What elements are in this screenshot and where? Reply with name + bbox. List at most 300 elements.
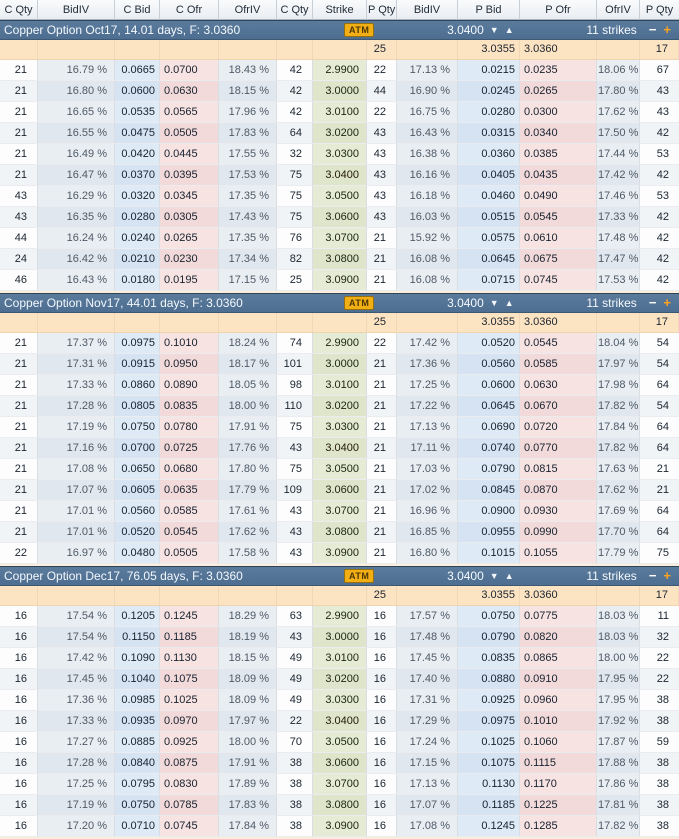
cell-p-ofriv: 17.53 % [597, 270, 640, 291]
cell-p-qty: 43 [367, 207, 397, 228]
cell-strike: 3.0000 [313, 354, 367, 375]
cell-c-ofr[interactable]: 0.0230 [160, 249, 219, 270]
cell-c-bid[interactable]: 0.1205 [115, 606, 160, 627]
cell-p-ofriv: 18.00 % [597, 648, 640, 669]
cell-p-ofr[interactable]: 0.0670 [520, 396, 597, 417]
cell-c-bidiv: 16.97 % [38, 543, 115, 564]
future-empty-cell [277, 586, 313, 606]
cell-p-ofr[interactable]: 0.0585 [520, 354, 597, 375]
table-row [0, 375, 679, 396]
cell-p-bidiv: 16.38 % [397, 144, 458, 165]
cell-c-qty: 70 [277, 732, 313, 753]
cell-c-bid[interactable]: 0.0885 [115, 732, 160, 753]
cell-p-ofr[interactable]: 0.0300 [520, 102, 597, 123]
cell-c-qty: 43 [277, 543, 313, 564]
cell-c-qty-far: 21 [0, 60, 38, 81]
cell-c-qty-far: 21 [0, 501, 38, 522]
cell-p-bid[interactable]: 0.0835 [458, 648, 520, 669]
cell-strike: 3.0100 [313, 375, 367, 396]
cell-c-bid[interactable]: 0.0280 [115, 207, 160, 228]
future-empty-cell [397, 313, 458, 333]
future-ofr[interactable]: 3.0360 [520, 40, 597, 60]
cell-strike: 3.0200 [313, 396, 367, 417]
cell-c-bid[interactable]: 0.0535 [115, 102, 160, 123]
cell-c-bid[interactable]: 0.0935 [115, 711, 160, 732]
atm-button[interactable]: ATM [344, 296, 374, 310]
cell-p-bidiv: 17.03 % [397, 459, 458, 480]
cell-p-ofr[interactable]: 0.1115 [520, 753, 597, 774]
cell-p-bidiv: 16.96 % [397, 501, 458, 522]
cell-strike: 3.0100 [313, 648, 367, 669]
cell-p-bid[interactable]: 0.0515 [458, 207, 520, 228]
cell-p-qty: 21 [367, 375, 397, 396]
cell-p-qty: 22 [367, 333, 397, 354]
cell-p-bid[interactable]: 0.0280 [458, 102, 520, 123]
cell-c-bid[interactable]: 0.0605 [115, 480, 160, 501]
cell-p-bid[interactable]: 0.0560 [458, 354, 520, 375]
cell-c-ofr[interactable]: 0.0265 [160, 228, 219, 249]
cell-c-bid[interactable]: 0.0750 [115, 795, 160, 816]
cell-p-ofriv: 18.03 % [597, 627, 640, 648]
cell-p-bid[interactable]: 0.0600 [458, 375, 520, 396]
remove-strike-button[interactable]: − [648, 22, 657, 37]
cell-c-ofr[interactable]: 0.0835 [160, 396, 219, 417]
cell-c-bid[interactable]: 0.0475 [115, 123, 160, 144]
cell-strike: 3.0000 [313, 81, 367, 102]
cell-c-ofriv: 18.05 % [219, 375, 277, 396]
cell-c-bidiv: 17.28 % [38, 753, 115, 774]
cell-c-ofriv: 18.17 % [219, 354, 277, 375]
cell-p-ofriv: 17.82 % [597, 438, 640, 459]
cell-p-ofr[interactable]: 0.0675 [520, 249, 597, 270]
cell-p-bid[interactable]: 0.0900 [458, 501, 520, 522]
cell-strike: 3.0400 [313, 165, 367, 186]
cell-p-bid[interactable]: 0.1075 [458, 753, 520, 774]
cell-c-qty-far: 16 [0, 816, 38, 837]
cell-p-ofr[interactable]: 0.0745 [520, 270, 597, 291]
cell-p-bidiv: 16.16 % [397, 165, 458, 186]
table-row [0, 249, 679, 270]
cell-p-ofriv: 18.06 % [597, 60, 640, 81]
cell-c-ofriv: 17.35 % [219, 228, 277, 249]
cell-p-ofriv: 17.79 % [597, 543, 640, 564]
cell-p-ofr[interactable]: 0.1010 [520, 711, 597, 732]
cell-strike: 3.0100 [313, 102, 367, 123]
cell-p-bid[interactable]: 0.0955 [458, 522, 520, 543]
cell-p-bidiv: 17.11 % [397, 438, 458, 459]
cell-c-bid[interactable]: 0.0975 [115, 333, 160, 354]
future-quote-row [0, 40, 679, 60]
cell-p-bid[interactable]: 0.1245 [458, 816, 520, 837]
table-row [0, 207, 679, 228]
cell-p-bid[interactable]: 0.1130 [458, 774, 520, 795]
cell-c-ofr[interactable]: 0.0700 [160, 60, 219, 81]
cell-c-ofr[interactable]: 0.0505 [160, 123, 219, 144]
cell-p-ofr[interactable]: 0.0435 [520, 165, 597, 186]
cell-c-bid[interactable]: 0.0805 [115, 396, 160, 417]
cell-c-ofriv: 18.24 % [219, 333, 277, 354]
cell-c-qty-far: 24 [0, 249, 38, 270]
cell-c-ofriv: 18.09 % [219, 669, 277, 690]
cell-c-bidiv: 17.33 % [38, 711, 115, 732]
cell-c-ofr[interactable]: 0.1025 [160, 690, 219, 711]
cell-c-ofr[interactable]: 0.0445 [160, 144, 219, 165]
cell-c-qty-far: 21 [0, 354, 38, 375]
cell-p-ofriv: 17.46 % [597, 186, 640, 207]
cell-p-bid[interactable]: 0.0315 [458, 123, 520, 144]
cell-p-bid[interactable]: 0.0790 [458, 627, 520, 648]
cell-p-ofr[interactable]: 0.0610 [520, 228, 597, 249]
table-row [0, 102, 679, 123]
column-header-c-ofriv: OfrIV [219, 0, 277, 20]
remove-strike-button[interactable]: − [648, 568, 657, 583]
cell-strike: 3.0300 [313, 417, 367, 438]
strike-down-icon[interactable]: ▼ [489, 25, 499, 35]
cell-p-bid[interactable]: 0.0750 [458, 606, 520, 627]
cell-c-bid[interactable]: 0.0240 [115, 228, 160, 249]
cell-c-bid[interactable]: 0.0210 [115, 249, 160, 270]
cell-c-ofriv: 17.91 % [219, 417, 277, 438]
cell-p-qty: 21 [367, 543, 397, 564]
cell-c-bid[interactable]: 0.0750 [115, 417, 160, 438]
cell-c-bid[interactable]: 0.0560 [115, 501, 160, 522]
cell-p-ofr[interactable]: 0.0815 [520, 459, 597, 480]
cell-p-ofriv: 18.03 % [597, 606, 640, 627]
cell-c-bidiv: 16.24 % [38, 228, 115, 249]
cell-c-ofr[interactable]: 0.0630 [160, 81, 219, 102]
cell-c-bidiv: 16.47 % [38, 165, 115, 186]
column-header-row [0, 0, 679, 20]
future-empty-cell [397, 40, 458, 60]
cell-p-ofr[interactable]: 0.0545 [520, 207, 597, 228]
cell-p-qty-far: 54 [640, 354, 679, 375]
cell-c-qty: 110 [277, 396, 313, 417]
future-empty-cell [0, 586, 38, 606]
cell-p-bid[interactable]: 0.0790 [458, 459, 520, 480]
cell-c-bid[interactable]: 0.0600 [115, 81, 160, 102]
cell-p-qty: 43 [367, 144, 397, 165]
cell-c-qty: 64 [277, 123, 313, 144]
cell-p-qty: 43 [367, 165, 397, 186]
cell-p-bid[interactable]: 0.0845 [458, 480, 520, 501]
section-header-row [0, 566, 679, 586]
table-row [0, 732, 679, 753]
cell-c-bidiv: 17.19 % [38, 795, 115, 816]
cell-c-qty: 22 [277, 711, 313, 732]
cell-c-bidiv: 17.25 % [38, 774, 115, 795]
future-empty-cell [38, 586, 115, 606]
cell-p-ofr[interactable]: 0.0545 [520, 333, 597, 354]
future-p-qty-far: 17 [640, 586, 679, 606]
cell-p-ofr[interactable]: 0.1285 [520, 816, 597, 837]
cell-p-bidiv: 16.90 % [397, 81, 458, 102]
future-ofr[interactable]: 3.0360 [520, 586, 597, 606]
cell-p-qty-far: 53 [640, 186, 679, 207]
cell-p-qty: 21 [367, 480, 397, 501]
cell-c-ofr[interactable]: 0.0875 [160, 753, 219, 774]
cell-p-ofr[interactable]: 0.0235 [520, 60, 597, 81]
cell-c-ofr[interactable]: 0.0725 [160, 438, 219, 459]
cell-c-bid[interactable]: 0.0320 [115, 186, 160, 207]
cell-p-qty-far: 64 [640, 375, 679, 396]
cell-c-qty: 49 [277, 648, 313, 669]
cell-c-bid[interactable]: 0.0520 [115, 522, 160, 543]
cell-c-ofriv: 18.00 % [219, 396, 277, 417]
cell-p-qty: 21 [367, 501, 397, 522]
cell-p-ofr[interactable]: 0.0865 [520, 648, 597, 669]
cell-c-ofr[interactable]: 0.1010 [160, 333, 219, 354]
cell-p-ofr[interactable]: 0.1055 [520, 543, 597, 564]
cell-p-ofr[interactable]: 0.0265 [520, 81, 597, 102]
cell-p-bid[interactable]: 0.1015 [458, 543, 520, 564]
strikes-count-label: 11 strikes [586, 296, 637, 310]
cell-c-ofr[interactable]: 0.0925 [160, 732, 219, 753]
cell-c-bid[interactable]: 0.1150 [115, 627, 160, 648]
future-bid[interactable]: 3.0355 [458, 313, 520, 333]
cell-c-bidiv: 16.29 % [38, 186, 115, 207]
cell-p-bid[interactable]: 0.0690 [458, 417, 520, 438]
cell-c-bid[interactable]: 0.0700 [115, 438, 160, 459]
cell-p-ofr[interactable]: 0.0490 [520, 186, 597, 207]
cell-c-bid[interactable]: 0.0370 [115, 165, 160, 186]
cell-c-ofr[interactable]: 0.1245 [160, 606, 219, 627]
future-empty-cell [38, 40, 115, 60]
cell-c-qty: 75 [277, 417, 313, 438]
cell-p-ofr[interactable]: 0.1170 [520, 774, 597, 795]
cell-p-ofriv: 17.82 % [597, 816, 640, 837]
cell-p-bidiv: 16.43 % [397, 123, 458, 144]
cell-p-bid[interactable]: 0.0215 [458, 60, 520, 81]
cell-c-ofriv: 18.15 % [219, 81, 277, 102]
future-empty-cell [0, 313, 38, 333]
cell-p-qty: 16 [367, 711, 397, 732]
cell-strike: 2.9900 [313, 333, 367, 354]
cell-p-bid[interactable]: 0.0880 [458, 669, 520, 690]
future-ofr[interactable]: 3.0360 [520, 313, 597, 333]
cell-c-ofr[interactable]: 0.1130 [160, 648, 219, 669]
future-empty-cell [277, 40, 313, 60]
cell-p-bidiv: 17.29 % [397, 711, 458, 732]
cell-p-ofr[interactable]: 0.0775 [520, 606, 597, 627]
cell-p-bidiv: 16.85 % [397, 522, 458, 543]
cell-c-ofr[interactable]: 0.0395 [160, 165, 219, 186]
cell-p-ofriv: 17.81 % [597, 795, 640, 816]
cell-p-ofr[interactable]: 0.0960 [520, 690, 597, 711]
cell-c-qty: 49 [277, 669, 313, 690]
cell-c-qty: 38 [277, 753, 313, 774]
cell-p-ofriv: 17.69 % [597, 501, 640, 522]
future-empty-cell [160, 586, 219, 606]
strike-up-icon[interactable]: ▲ [504, 571, 514, 581]
cell-p-qty-far: 75 [640, 543, 679, 564]
cell-p-bid[interactable]: 0.1025 [458, 732, 520, 753]
cell-p-bid[interactable]: 0.0575 [458, 228, 520, 249]
cell-c-ofr[interactable]: 0.0680 [160, 459, 219, 480]
cell-p-ofr[interactable]: 0.0930 [520, 501, 597, 522]
future-p-qty-far: 17 [640, 40, 679, 60]
future-empty-cell [160, 313, 219, 333]
cell-p-qty-far: 64 [640, 501, 679, 522]
future-bid[interactable]: 3.0355 [458, 586, 520, 606]
cell-strike: 3.0700 [313, 501, 367, 522]
section-header-cell [0, 566, 679, 586]
cell-p-qty: 21 [367, 354, 397, 375]
cell-c-bid[interactable]: 0.0985 [115, 690, 160, 711]
cell-c-bidiv: 17.31 % [38, 354, 115, 375]
strike-up-icon[interactable]: ▲ [504, 298, 514, 308]
cell-p-ofr[interactable]: 0.0630 [520, 375, 597, 396]
cell-c-qty-far: 22 [0, 543, 38, 564]
atm-button[interactable]: ATM [344, 569, 374, 583]
cell-c-ofr[interactable]: 0.0345 [160, 186, 219, 207]
cell-c-ofr[interactable]: 0.0585 [160, 501, 219, 522]
strike-down-icon[interactable]: ▼ [489, 571, 499, 581]
cell-p-qty: 43 [367, 186, 397, 207]
cell-c-ofr[interactable]: 0.1075 [160, 669, 219, 690]
cell-c-ofr[interactable]: 0.0890 [160, 375, 219, 396]
cell-p-bid[interactable]: 0.0360 [458, 144, 520, 165]
cell-c-qty: 32 [277, 144, 313, 165]
table-row [0, 60, 679, 81]
cell-c-bid[interactable]: 0.0840 [115, 753, 160, 774]
column-header-c-bidiv: BidIV [38, 0, 115, 20]
cell-c-ofr[interactable]: 0.0745 [160, 816, 219, 837]
cell-p-bid[interactable]: 0.0645 [458, 249, 520, 270]
cell-p-bid[interactable]: 0.0245 [458, 81, 520, 102]
cell-p-bid[interactable]: 0.1185 [458, 795, 520, 816]
cell-c-bid[interactable]: 0.0420 [115, 144, 160, 165]
cell-p-bid[interactable]: 0.0405 [458, 165, 520, 186]
table-row [0, 816, 679, 837]
table-row [0, 480, 679, 501]
cell-p-qty: 16 [367, 690, 397, 711]
cell-c-qty-far: 21 [0, 102, 38, 123]
cell-p-ofr[interactable]: 0.0820 [520, 627, 597, 648]
cell-p-ofr[interactable]: 0.0910 [520, 669, 597, 690]
cell-p-qty-far: 43 [640, 81, 679, 102]
cell-p-ofr[interactable]: 0.0340 [520, 123, 597, 144]
cell-p-ofriv: 17.50 % [597, 123, 640, 144]
cell-p-qty-far: 11 [640, 606, 679, 627]
future-bid[interactable]: 3.0355 [458, 40, 520, 60]
future-empty-cell [313, 40, 367, 60]
cell-p-ofriv: 17.84 % [597, 417, 640, 438]
cell-c-ofr[interactable]: 0.0565 [160, 102, 219, 123]
cell-c-ofr[interactable]: 0.0635 [160, 480, 219, 501]
cell-c-ofr[interactable]: 0.0970 [160, 711, 219, 732]
cell-p-ofr[interactable]: 0.0720 [520, 417, 597, 438]
cell-p-ofr[interactable]: 0.1225 [520, 795, 597, 816]
cell-c-ofriv: 17.83 % [219, 123, 277, 144]
cell-c-bidiv: 17.16 % [38, 438, 115, 459]
cell-strike: 3.0300 [313, 690, 367, 711]
cell-p-qty-far: 42 [640, 228, 679, 249]
cell-c-ofr[interactable]: 0.0505 [160, 543, 219, 564]
cell-c-bidiv: 16.49 % [38, 144, 115, 165]
cell-c-bid[interactable]: 0.0650 [115, 459, 160, 480]
cell-p-qty: 21 [367, 417, 397, 438]
cell-c-qty-far: 21 [0, 375, 38, 396]
cell-c-bidiv: 16.79 % [38, 60, 115, 81]
cell-p-ofriv: 17.95 % [597, 669, 640, 690]
atm-strike-selector [374, 21, 586, 39]
cell-c-bid[interactable]: 0.0480 [115, 543, 160, 564]
cell-c-ofr[interactable]: 0.0785 [160, 795, 219, 816]
cell-c-bid[interactable]: 0.0180 [115, 270, 160, 291]
cell-c-qty: 109 [277, 480, 313, 501]
table-row [0, 417, 679, 438]
cell-p-ofr[interactable]: 0.0990 [520, 522, 597, 543]
cell-c-bidiv: 17.19 % [38, 417, 115, 438]
cell-c-bidiv: 16.80 % [38, 81, 115, 102]
cell-c-bid[interactable]: 0.0795 [115, 774, 160, 795]
cell-c-bidiv: 17.27 % [38, 732, 115, 753]
section-title: Copper Option Oct17, 14.01 days, F: 3.0360 [4, 23, 241, 37]
atm-button[interactable]: ATM [344, 23, 374, 37]
cell-p-bid[interactable]: 0.0740 [458, 438, 520, 459]
cell-c-ofr[interactable]: 0.0830 [160, 774, 219, 795]
cell-strike: 3.0600 [313, 480, 367, 501]
cell-p-bid[interactable]: 0.0520 [458, 333, 520, 354]
cell-c-bid[interactable]: 0.1040 [115, 669, 160, 690]
strike-up-icon[interactable]: ▲ [504, 25, 514, 35]
cell-p-qty-far: 42 [640, 207, 679, 228]
cell-p-qty-far: 54 [640, 396, 679, 417]
cell-c-bid[interactable]: 0.1090 [115, 648, 160, 669]
cell-c-bid[interactable]: 0.0860 [115, 375, 160, 396]
future-empty-cell [38, 313, 115, 333]
cell-c-ofr[interactable]: 0.0195 [160, 270, 219, 291]
cell-c-qty: 75 [277, 186, 313, 207]
cell-c-ofr[interactable]: 0.0545 [160, 522, 219, 543]
cell-p-bid[interactable]: 0.0925 [458, 690, 520, 711]
remove-strike-button[interactable]: − [648, 295, 657, 310]
cell-c-bidiv: 17.33 % [38, 375, 115, 396]
cell-p-ofr[interactable]: 0.0385 [520, 144, 597, 165]
add-strike-button[interactable]: + [663, 568, 671, 583]
cell-p-ofriv: 17.86 % [597, 774, 640, 795]
cell-c-ofr[interactable]: 0.0305 [160, 207, 219, 228]
cell-c-bid[interactable]: 0.0915 [115, 354, 160, 375]
cell-c-ofr[interactable]: 0.0780 [160, 417, 219, 438]
cell-c-ofriv: 18.00 % [219, 732, 277, 753]
add-strike-button[interactable]: + [663, 295, 671, 310]
cell-p-ofr[interactable]: 0.1060 [520, 732, 597, 753]
atm-strike-price: 3.0400 [447, 569, 484, 583]
table-row [0, 81, 679, 102]
cell-p-bid[interactable]: 0.0715 [458, 270, 520, 291]
column-header-strike: Strike [313, 0, 367, 20]
cell-p-ofr[interactable]: 0.0870 [520, 480, 597, 501]
table-row [0, 144, 679, 165]
cell-p-bid[interactable]: 0.0975 [458, 711, 520, 732]
strike-down-icon[interactable]: ▼ [489, 298, 499, 308]
cell-c-ofr[interactable]: 0.0950 [160, 354, 219, 375]
cell-p-bid[interactable]: 0.0645 [458, 396, 520, 417]
cell-c-qty-far: 21 [0, 417, 38, 438]
future-empty-cell [219, 586, 277, 606]
cell-c-ofriv: 17.43 % [219, 207, 277, 228]
cell-c-bid[interactable]: 0.0665 [115, 60, 160, 81]
cell-p-bid[interactable]: 0.0460 [458, 186, 520, 207]
cell-c-qty-far: 16 [0, 795, 38, 816]
cell-p-ofr[interactable]: 0.0770 [520, 438, 597, 459]
cell-c-ofr[interactable]: 0.1185 [160, 627, 219, 648]
table-row [0, 165, 679, 186]
cell-c-bid[interactable]: 0.0710 [115, 816, 160, 837]
add-strike-button[interactable]: + [663, 22, 671, 37]
cell-p-qty: 16 [367, 606, 397, 627]
